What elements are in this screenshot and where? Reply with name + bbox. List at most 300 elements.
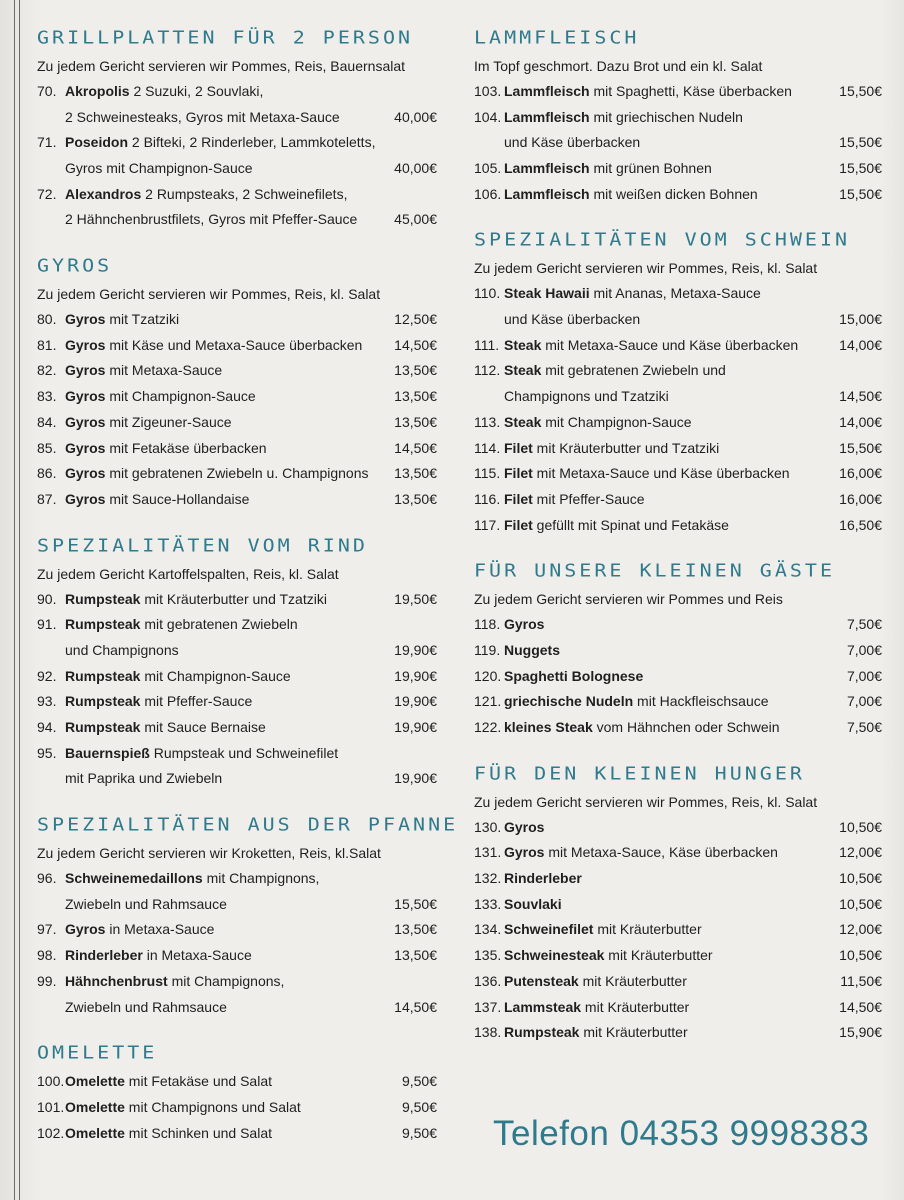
item-number: 71. xyxy=(37,134,57,151)
item-name: Schweinemedaillons xyxy=(65,870,203,887)
item-name: Omelette xyxy=(65,1124,125,1141)
item-description: mit Fetakäse und Salat xyxy=(124,1073,272,1090)
section-subtitle: Zu jedem Gericht servieren wir Pommes, Reis, Bauernsalat xyxy=(37,58,406,74)
item-price: 19,90€ xyxy=(394,719,437,736)
item-text xyxy=(504,689,822,715)
item-description: mit Kräuterbutter und Tzatziki xyxy=(140,590,327,607)
item-name: Omelette xyxy=(65,1098,125,1115)
item-name: kleines Steak xyxy=(504,719,593,736)
item-description: mit Metaxa-Sauce xyxy=(105,362,223,379)
menu-item xyxy=(474,461,882,487)
item-number: 84. xyxy=(37,413,57,430)
item-description-cont: 2 Schweinesteaks, Gyros mit Metaxa-Sauce xyxy=(65,108,340,125)
item-number: 114. xyxy=(474,439,501,456)
item-price: 9,50€ xyxy=(401,1073,437,1090)
menu-item-continued xyxy=(37,892,437,918)
item-price: 16,00€ xyxy=(839,490,882,507)
item-name: Gyros xyxy=(504,844,545,861)
item-name: Gyros xyxy=(65,362,106,379)
item-text xyxy=(65,689,377,715)
item-number: 115. xyxy=(474,465,501,482)
item-text xyxy=(504,943,822,969)
menu-item xyxy=(474,333,882,359)
section-heading: FÜR UNSERE KLEINEN GÄSTE xyxy=(474,559,835,582)
item-number: 93. xyxy=(37,693,57,710)
item-description: mit Champignons und Salat xyxy=(124,1098,301,1115)
menu-item xyxy=(474,918,882,944)
item-price: 13,50€ xyxy=(394,921,437,938)
item-name: Filet xyxy=(504,465,533,482)
item-name: Rumpsteak xyxy=(65,693,141,710)
item-price: 15,50€ xyxy=(394,895,437,912)
item-description: mit Kräuterbutter und Tzatziki xyxy=(532,439,720,456)
item-number: 134. xyxy=(474,921,502,938)
item-price: 15,00€ xyxy=(839,311,882,328)
menu-item xyxy=(474,638,882,664)
item-number: 98. xyxy=(37,947,57,964)
item-name: Lammfleisch xyxy=(504,185,590,202)
item-text xyxy=(504,358,882,384)
item-name: Gyros xyxy=(65,413,106,430)
menu-section xyxy=(37,528,437,793)
item-name: Lammsteak xyxy=(504,998,582,1015)
item-description: 2 Rumpsteaks, 2 Schweinefilets, xyxy=(141,185,348,202)
item-description-cont: mit Paprika und Zwiebeln xyxy=(65,770,223,787)
item-price: 14,50€ xyxy=(394,336,437,353)
menu-section xyxy=(37,807,459,1020)
item-name: Rumpsteak xyxy=(65,616,141,633)
item-description: mit Kräuterbutter xyxy=(579,1024,688,1041)
menu-item xyxy=(474,156,882,182)
menu-item xyxy=(474,612,882,638)
item-name: Rumpsteak xyxy=(65,590,141,607)
item-number: 81. xyxy=(37,336,57,353)
item-description: mit Champignon-Sauce xyxy=(105,388,256,405)
menu-item xyxy=(474,359,882,385)
menu-item xyxy=(474,1020,882,1046)
item-price: 11,50€ xyxy=(840,972,882,989)
item-text xyxy=(65,587,377,613)
item-text xyxy=(504,105,882,131)
item-text xyxy=(65,130,437,156)
item-text xyxy=(65,79,437,105)
item-name: Filet xyxy=(504,490,533,507)
item-price: 7,50€ xyxy=(846,616,882,633)
menu-item xyxy=(474,182,882,208)
item-price: 15,50€ xyxy=(839,160,882,177)
menu-item xyxy=(474,513,882,539)
item-description-cont: Zwiebeln und Rahmsauce xyxy=(65,895,227,912)
item-price: 19,90€ xyxy=(394,770,437,787)
item-description: mit Metaxa-Sauce und Käse überbacken xyxy=(532,465,790,482)
item-description: mit Käse und Metaxa-Sauce überbacken xyxy=(105,336,363,353)
item-description: mit Schinken und Salat xyxy=(124,1124,273,1141)
menu-item xyxy=(37,1069,437,1095)
item-price: 19,50€ xyxy=(394,590,437,607)
item-number: 121. xyxy=(474,693,502,710)
item-description: mit Fetakäse überbacken xyxy=(105,439,267,456)
item-price: 13,50€ xyxy=(394,413,437,430)
item-number: 120. xyxy=(474,667,502,684)
item-description: mit Hackfleischsauce xyxy=(633,693,769,710)
item-name: Schweinefilet xyxy=(504,921,594,938)
menu-section xyxy=(37,20,437,233)
item-text xyxy=(504,1020,822,1046)
menu-item xyxy=(474,281,882,307)
menu-item xyxy=(474,689,882,715)
item-number: 91. xyxy=(37,616,57,633)
item-price: 10,50€ xyxy=(839,895,882,912)
menu-item xyxy=(474,943,882,969)
menu-item xyxy=(37,1121,437,1147)
item-name: Gyros xyxy=(65,336,106,353)
item-description-cont: und Käse überbacken xyxy=(504,311,641,328)
item-name: Nuggets xyxy=(504,641,560,658)
section-heading: FÜR DEN KLEINEN HUNGER xyxy=(474,761,805,784)
item-number: 138. xyxy=(474,1024,502,1041)
menu-item xyxy=(37,689,437,715)
menu-item-continued xyxy=(474,130,882,156)
menu-item-continued xyxy=(37,156,437,182)
section-heading: SPEZIALITÄTEN AUS DER PFANNE xyxy=(37,813,459,835)
item-number: 112. xyxy=(474,362,501,379)
item-price: 7,00€ xyxy=(846,667,882,684)
item-number: 97. xyxy=(37,921,57,938)
item-text xyxy=(65,664,377,690)
item-number: 83. xyxy=(37,388,57,405)
item-number: 111. xyxy=(474,336,500,353)
item-text xyxy=(65,1095,377,1121)
menu-item xyxy=(37,333,437,359)
item-number: 96. xyxy=(37,870,57,887)
item-text xyxy=(504,612,822,638)
section-subtitle: Zu jedem Gericht Kartoffelspalten, Reis, kl. Salat xyxy=(37,565,339,582)
item-name: Schweinesteak xyxy=(504,947,605,964)
item-price: 19,90€ xyxy=(394,693,437,710)
item-name: Gyros xyxy=(65,439,106,456)
menu-item xyxy=(37,866,437,892)
item-description: Rumpsteak und Schweinefilet xyxy=(149,744,339,761)
item-description: mit Kräuterbutter xyxy=(578,972,687,989)
item-description: mit Zigeuner-Sauce xyxy=(105,413,232,430)
item-description: mit Sauce Bernaise xyxy=(140,719,266,736)
item-description: mit Champignon-Sauce xyxy=(140,667,291,684)
item-price: 14,00€ xyxy=(839,413,882,430)
item-text xyxy=(504,436,822,462)
item-name: Omelette xyxy=(65,1073,125,1090)
item-description: in Metaxa-Sauce xyxy=(105,921,215,938)
item-text xyxy=(65,866,437,892)
item-description-cont: Gyros mit Champignon-Sauce xyxy=(65,160,253,177)
item-text xyxy=(504,487,822,513)
item-description: mit Metaxa-Sauce und Käse überbacken xyxy=(541,336,799,353)
menu-item xyxy=(474,105,882,131)
item-description: mit Pfeffer-Sauce xyxy=(532,490,645,507)
item-number: 104. xyxy=(474,108,502,125)
menu-item xyxy=(474,664,882,690)
section-subtitle: Zu jedem Gericht servieren wir Pommes, Reis, kl. Salat xyxy=(474,793,818,810)
section-subtitle: Zu jedem Gericht servieren wir Pommes, Reis, kl. Salat xyxy=(37,286,381,303)
menu-item xyxy=(37,943,437,969)
item-text xyxy=(65,917,377,943)
item-text xyxy=(65,410,377,436)
section-heading: LAMMFLEISCH xyxy=(474,26,640,48)
menu-item xyxy=(474,892,882,918)
item-text xyxy=(65,436,377,462)
item-description: mit Pfeffer-Sauce xyxy=(140,693,253,710)
item-number: 94. xyxy=(37,719,57,736)
item-price: 13,50€ xyxy=(394,362,437,379)
item-number: 118. xyxy=(474,616,501,633)
menu-item xyxy=(474,436,882,462)
item-price: 40,00€ xyxy=(394,108,437,125)
item-price: 19,90€ xyxy=(394,641,437,658)
item-number: 102. xyxy=(37,1124,65,1141)
menu-item-continued xyxy=(37,638,437,664)
section-heading: GRILLPLATTEN FÜR 2 PERSON xyxy=(37,26,414,48)
item-price: 7,00€ xyxy=(846,641,882,658)
section-subtitle: Zu jedem Gericht servieren wir Pommes und Reis xyxy=(474,591,783,608)
item-description-cont: Champignons und Tzatziki xyxy=(504,388,669,405)
item-text xyxy=(65,307,377,333)
item-price: 19,90€ xyxy=(394,667,437,684)
item-name: Bauernspieß xyxy=(65,744,150,761)
menu-item xyxy=(474,995,882,1021)
menu-item-continued xyxy=(474,307,882,333)
item-text xyxy=(65,461,377,487)
menu-column-left xyxy=(37,20,459,1146)
item-name: Gyros xyxy=(504,818,545,835)
section-heading: OMELETTE xyxy=(37,1041,158,1064)
item-price: 14,50€ xyxy=(394,439,437,456)
menu-item xyxy=(37,130,437,156)
item-description: mit Metaxa-Sauce, Käse überbacken xyxy=(544,844,778,861)
item-number: 133. xyxy=(474,895,502,912)
menu-item xyxy=(37,182,437,208)
item-number: 101. xyxy=(37,1098,65,1115)
menu-section xyxy=(474,222,882,538)
menu-item xyxy=(37,436,437,462)
menu-column-right xyxy=(474,20,882,1046)
item-number: 135. xyxy=(474,947,502,964)
item-text xyxy=(504,969,822,995)
menu-item xyxy=(37,359,437,385)
item-price: 9,50€ xyxy=(401,1098,437,1115)
item-number: 99. xyxy=(37,972,57,989)
item-text xyxy=(65,715,377,741)
item-description: mit Ananas, Metaxa-Sauce xyxy=(589,285,761,302)
item-description: mit gebratenen Zwiebeln xyxy=(140,616,298,633)
menu-item xyxy=(474,410,882,436)
item-description: in Metaxa-Sauce xyxy=(142,947,252,964)
item-price: 12,00€ xyxy=(839,844,882,861)
item-name: Gyros xyxy=(65,311,106,328)
item-text xyxy=(504,281,882,307)
menu-item-continued xyxy=(37,105,437,131)
item-price: 12,50€ xyxy=(394,311,437,328)
item-name: Putensteak xyxy=(504,972,579,989)
item-description: mit Champignons, xyxy=(202,870,320,887)
item-number: 95. xyxy=(37,744,57,761)
item-number: 116. xyxy=(474,490,501,507)
item-description: gefüllt mit Spinat und Fetakäse xyxy=(532,516,729,533)
item-text xyxy=(65,612,437,638)
item-text xyxy=(504,410,822,436)
item-name: Alexandros xyxy=(65,185,142,202)
item-name: Filet xyxy=(504,439,533,456)
item-description: mit Champignon-Sauce xyxy=(541,413,692,430)
item-name: Rinderleber xyxy=(65,947,143,964)
margin-rule xyxy=(19,0,20,1200)
item-number: 82. xyxy=(37,362,57,379)
item-number: 72. xyxy=(37,185,57,202)
item-price: 13,50€ xyxy=(394,388,437,405)
item-text xyxy=(65,384,377,410)
item-description: 2 Suzuki, 2 Souvlaki, xyxy=(129,82,264,99)
item-number: 100. xyxy=(37,1073,65,1090)
item-name: Akropolis xyxy=(65,82,130,99)
menu-item xyxy=(37,307,437,333)
item-number: 122. xyxy=(474,719,502,736)
item-name: Hähnchenbrust xyxy=(65,972,168,989)
menu-item xyxy=(37,612,437,638)
phone-number: Telefon 04353 9998383 xyxy=(493,1114,870,1153)
item-text xyxy=(65,182,437,208)
item-text xyxy=(65,358,377,384)
item-price: 16,00€ xyxy=(839,465,882,482)
item-name: Souvlaki xyxy=(504,895,562,912)
item-price: 14,00€ xyxy=(839,336,882,353)
item-price: 12,00€ xyxy=(839,921,882,938)
item-number: 113. xyxy=(474,413,501,430)
menu-item xyxy=(37,715,437,741)
item-number: 132. xyxy=(474,870,502,887)
item-number: 70. xyxy=(37,82,57,99)
section-subtitle: Zu jedem Gericht servieren wir Kroketten, Reis, kl.Salat xyxy=(37,845,381,862)
item-price: 15,50€ xyxy=(839,185,882,202)
menu-item xyxy=(37,410,437,436)
item-text xyxy=(504,917,822,943)
item-price: 14,50€ xyxy=(394,998,437,1015)
item-price: 40,00€ xyxy=(394,160,437,177)
item-description: mit griechischen Nudeln xyxy=(589,108,743,125)
menu-item xyxy=(37,79,437,105)
item-price: 10,50€ xyxy=(839,947,882,964)
item-description: mit Tzatziki xyxy=(105,311,180,328)
menu-item xyxy=(474,969,882,995)
item-price: 9,50€ xyxy=(401,1124,437,1141)
item-description: mit weißen dicken Bohnen xyxy=(589,185,758,202)
item-text xyxy=(504,715,822,741)
menu-item-continued xyxy=(37,995,437,1021)
item-text xyxy=(65,1069,377,1095)
item-description: mit Sauce-Hollandaise xyxy=(105,490,250,507)
item-number: 92. xyxy=(37,667,57,684)
item-name: Filet xyxy=(504,516,533,533)
item-number: 106. xyxy=(474,185,502,202)
item-price: 7,00€ xyxy=(846,693,882,710)
item-price: 15,50€ xyxy=(839,134,882,151)
item-name: Gyros xyxy=(65,465,106,482)
item-price: 10,50€ xyxy=(839,818,882,835)
item-name: Steak xyxy=(504,362,542,379)
item-number: 85. xyxy=(37,439,57,456)
item-number: 117. xyxy=(474,516,501,533)
item-name: Steak xyxy=(504,413,542,430)
section-subtitle: Im Topf geschmort. Dazu Brot und ein kl. Salat xyxy=(474,58,763,74)
menu-item xyxy=(474,487,882,513)
menu-item xyxy=(37,487,437,513)
menu-section xyxy=(37,1035,437,1146)
item-price: 14,50€ xyxy=(839,388,882,405)
item-name: Steak Hawaii xyxy=(504,285,590,302)
item-text xyxy=(504,892,822,918)
menu-section xyxy=(37,248,437,513)
item-description: mit Champignons, xyxy=(167,972,285,989)
menu-item xyxy=(474,815,882,841)
item-number: 137. xyxy=(474,998,502,1015)
item-description: 2 Bifteki, 2 Rinderleber, Lammkoteletts, xyxy=(128,134,376,151)
menu-item xyxy=(37,918,437,944)
menu-item xyxy=(37,969,437,995)
menu-item xyxy=(37,664,437,690)
item-text xyxy=(504,461,822,487)
item-description-cont: und Käse überbacken xyxy=(504,134,641,151)
item-name: Rinderleber xyxy=(504,870,582,887)
item-number: 80. xyxy=(37,311,57,328)
item-price: 10,50€ xyxy=(839,870,882,887)
item-text xyxy=(504,79,822,105)
item-name: Steak xyxy=(504,336,542,353)
item-description-cont: 2 Hähnchenbrustfilets, Gyros mit Pfeffer-Sauce xyxy=(65,211,358,228)
item-number: 90. xyxy=(37,590,57,607)
section-subtitle: Zu jedem Gericht servieren wir Pommes, Reis, kl. Salat xyxy=(474,260,818,277)
item-name: Rumpsteak xyxy=(65,667,141,684)
item-name: Lammfleisch xyxy=(504,108,590,125)
item-price: 14,50€ xyxy=(839,998,882,1015)
item-price: 45,00€ xyxy=(394,211,437,228)
item-number: 110. xyxy=(474,285,501,302)
section-heading: SPEZIALITÄTEN VOM SCHWEIN xyxy=(474,228,851,251)
item-text xyxy=(504,664,822,690)
menu-section xyxy=(474,553,882,740)
item-text xyxy=(65,943,377,969)
menu-item xyxy=(37,461,437,487)
menu-item-continued xyxy=(37,766,437,792)
item-price: 15,90€ xyxy=(839,1024,882,1041)
item-number: 136. xyxy=(474,972,502,989)
item-description: vom Hähnchen oder Schwein xyxy=(592,719,780,736)
item-text xyxy=(504,333,822,359)
item-text xyxy=(65,487,377,513)
item-number: 119. xyxy=(474,641,501,658)
item-name: Gyros xyxy=(65,921,106,938)
item-description: mit grünen Bohnen xyxy=(589,160,712,177)
item-number: 130. xyxy=(474,818,502,835)
item-price: 13,50€ xyxy=(394,947,437,964)
item-description: mit gebratenen Zwiebeln u. Champignons xyxy=(105,465,369,482)
menu-item xyxy=(37,1095,437,1121)
item-price: 13,50€ xyxy=(394,465,437,482)
section-heading: GYROS xyxy=(37,254,113,276)
menu-item-continued xyxy=(37,207,437,233)
item-number: 87. xyxy=(37,490,57,507)
item-text xyxy=(504,995,822,1021)
item-description: mit Kräuterbutter xyxy=(581,998,690,1015)
item-price: 13,50€ xyxy=(394,490,437,507)
item-name: Spaghetti Bolognese xyxy=(504,667,644,684)
item-number: 86. xyxy=(37,465,57,482)
